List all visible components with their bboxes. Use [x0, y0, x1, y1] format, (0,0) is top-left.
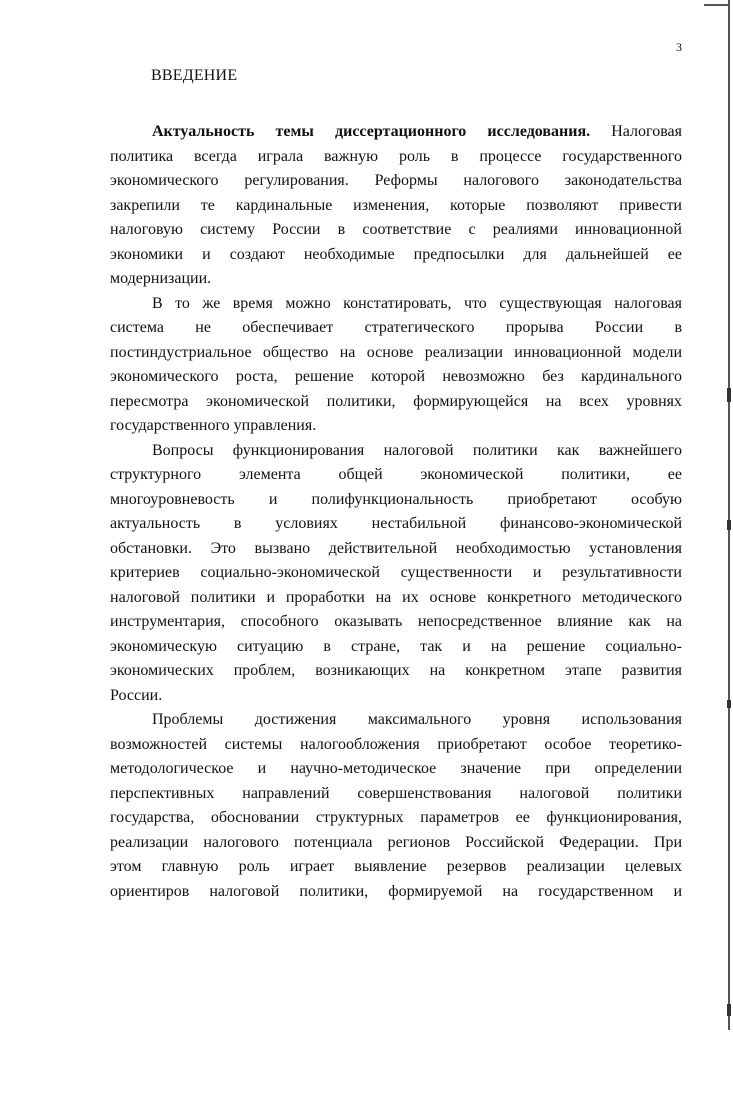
line-text: перспективных направлений совершенствования налоговой политики: [110, 784, 682, 802]
text-line: [110, 782, 682, 807]
body-text: [110, 120, 682, 904]
text-line: [110, 684, 682, 709]
line-text: этом главную роль играет выявление резервов реализации целевых: [110, 858, 682, 875]
line-text: налоговую систему России в соответствие с реалиями инновационной: [110, 221, 682, 238]
text-line: [110, 439, 682, 464]
line-text: государства, обосновании структурных параметров ее функционирования,: [110, 809, 682, 826]
line-text: структурного элемента общей экономической политики, ее: [110, 466, 682, 483]
text-line: [110, 169, 682, 194]
text-line: [110, 733, 682, 758]
line-text: Вопросы функционирования налоговой политики как важнейшего: [152, 441, 682, 459]
text-line: [110, 341, 682, 366]
paragraph: [110, 439, 682, 709]
line-text: экономическую ситуацию в стране, так и на решение социально-: [110, 637, 682, 655]
text-line: [110, 488, 682, 513]
paragraph: [110, 120, 682, 292]
text-line: [110, 659, 682, 684]
text-line: [110, 414, 682, 439]
text-line: [110, 316, 682, 341]
text-line: [110, 145, 682, 170]
line-text: пересмотра экономической политики, формирующейся на всех уровнях: [110, 392, 682, 410]
line-text: России.: [110, 686, 163, 704]
text-line: [110, 365, 682, 390]
line-text: ориентиров налоговой политики, формируемой на государственном и: [110, 882, 682, 900]
line-text: инструментария, способного оказывать непосредственное влияние как на: [110, 613, 682, 630]
scan-mark: [727, 1004, 731, 1016]
text-line: [110, 708, 682, 733]
text-line: [110, 880, 682, 905]
text-line: [110, 218, 682, 243]
text-line: [110, 757, 682, 782]
section-title: ВВЕДЕНИЕ: [151, 67, 238, 84]
text-line: [110, 390, 682, 415]
text-line: [110, 831, 682, 856]
line-text: многоуровневость и полифункциональность приобретают особую: [110, 490, 682, 508]
text-line: [110, 586, 682, 611]
text-line: [110, 855, 682, 880]
text-line: [110, 635, 682, 660]
scan-mark: [727, 520, 731, 530]
line-text: экономики и создают необходимые предпосылки для дальнейшей ее: [110, 245, 682, 263]
line-text: Налоговая: [590, 123, 683, 140]
paragraph: [110, 708, 682, 904]
line-text: экономических проблем, возникающих на конкретном этапе развития: [110, 662, 682, 679]
text-line: [110, 537, 682, 562]
scan-mark: [727, 700, 731, 708]
paragraph: [110, 292, 682, 439]
text-line: [110, 806, 682, 831]
text-line: [110, 512, 682, 537]
line-text: В то же время можно констатировать, что существующая налоговая: [152, 294, 682, 312]
text-line: [110, 610, 682, 635]
line-text: закрепили те кардинальные изменения, которые позволяют привести: [110, 196, 682, 214]
scan-edge-top: [704, 4, 730, 6]
page-number: 3: [676, 40, 682, 54]
line-text: экономического роста, решение которой невозможно без кардинального: [110, 368, 682, 385]
text-line: [110, 561, 682, 586]
line-text: постиндустриальное общество на основе реализации инновационной модели: [110, 343, 682, 361]
bold-lead: Актуальность темы диссертационного исследования.: [152, 123, 591, 140]
line-text: система не обеспечивает стратегического прорыва России в: [110, 319, 682, 336]
text-line: [110, 243, 682, 268]
line-text: Проблемы достижения максимального уровня использования: [152, 711, 682, 728]
text-line: [110, 463, 682, 488]
line-text: критериев социально-экономической существенности и результативности: [110, 564, 682, 581]
line-text: актуальность в условиях нестабильной финансово-экономической: [110, 515, 682, 532]
line-text: возможностей системы налогообложения приобретают особое теоретико-: [110, 735, 682, 753]
scan-mark: [727, 388, 731, 402]
line-text: обстановки. Это вызвано действительной необходимостью установления: [110, 539, 682, 557]
line-text: налоговой политики и проработки на их основе конкретного методического: [110, 588, 682, 606]
text-line: [110, 267, 682, 292]
scan-edge-right: [728, 0, 730, 1030]
line-text: политика всегда играла важную роль в процессе государственного: [110, 147, 682, 165]
line-text: реализации налогового потенциала регионов Российской Федерации. При: [110, 833, 682, 851]
text-line: [110, 194, 682, 219]
line-text: государственного управления.: [110, 417, 317, 434]
line-text: экономического регулирования. Реформы налогового законодательства: [110, 172, 682, 189]
line-text: модернизации.: [110, 270, 212, 287]
text-line: [110, 292, 682, 317]
text-line: [110, 120, 682, 145]
line-text: методологическое и научно-методическое значение при определении: [110, 760, 682, 777]
